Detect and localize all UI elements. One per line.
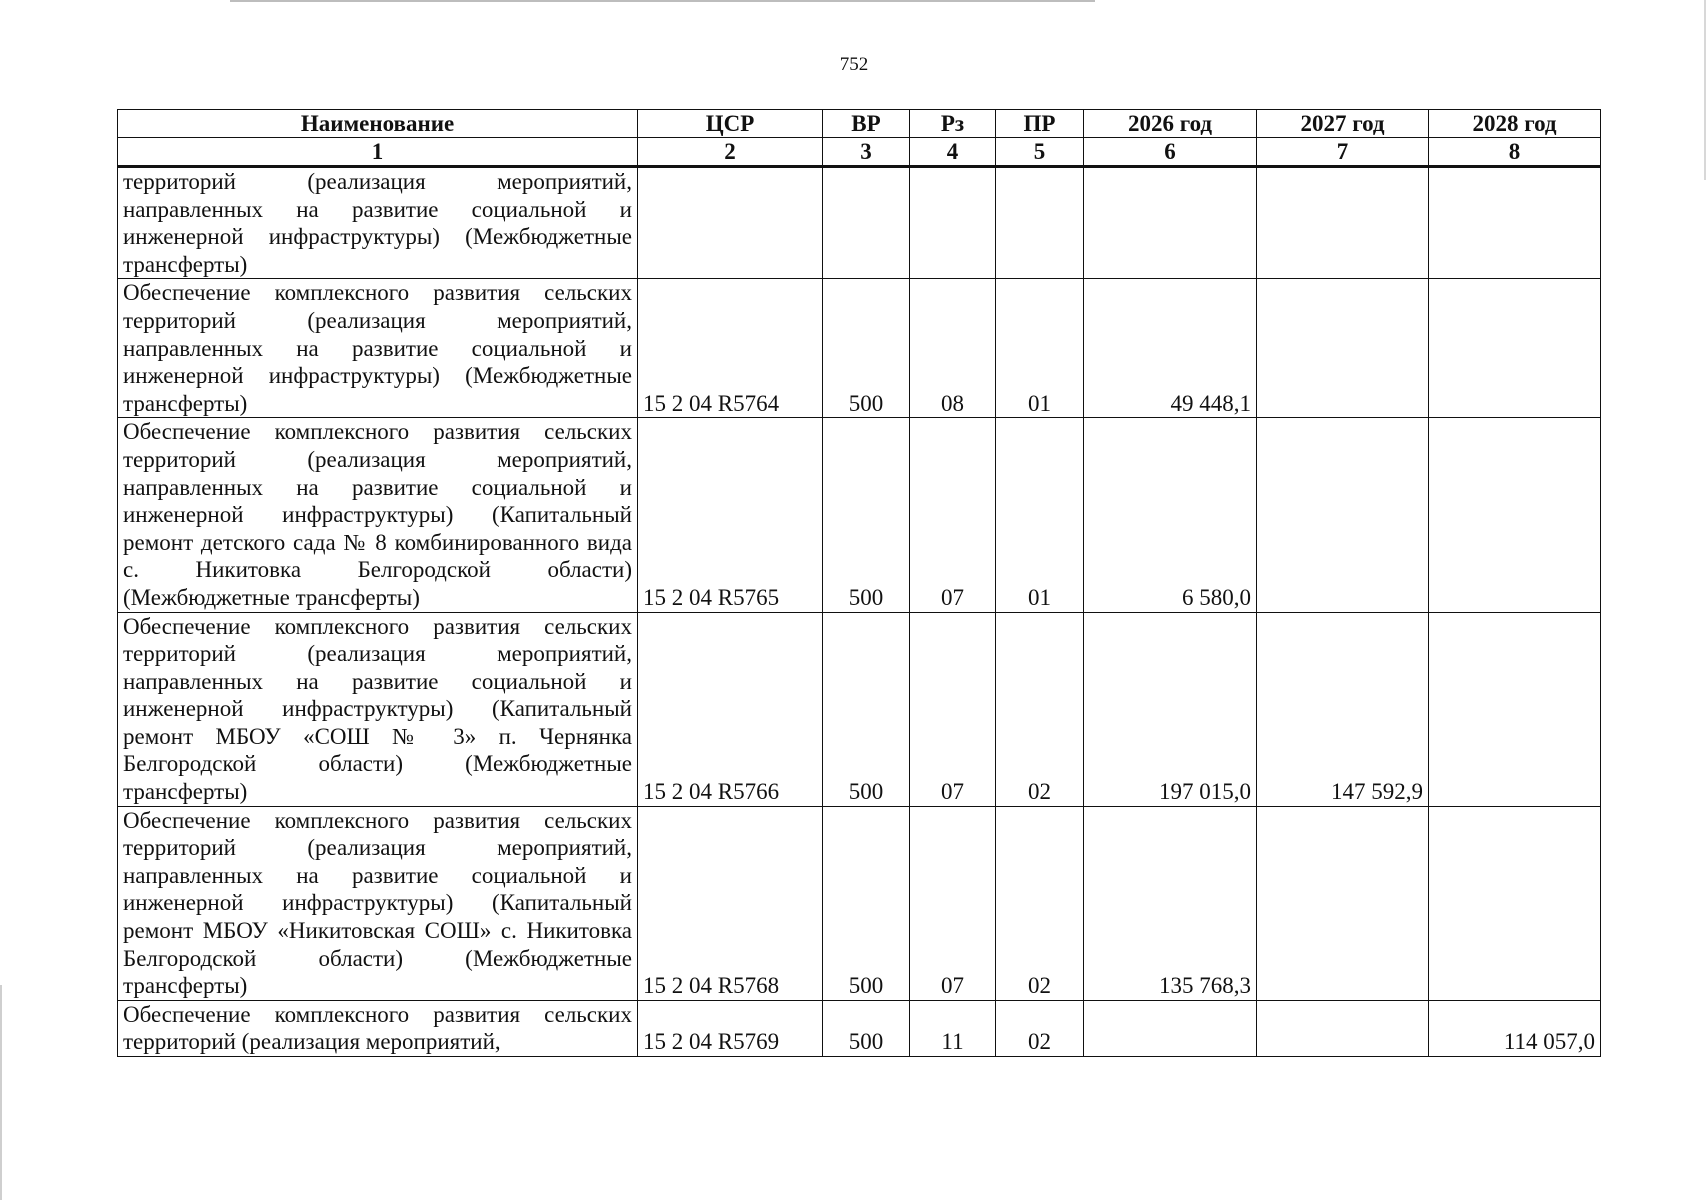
row-2027 bbox=[1257, 806, 1429, 1000]
header-csr: ЦСР bbox=[638, 110, 823, 138]
row-vr bbox=[823, 167, 910, 279]
row-2026: 197 015,0 bbox=[1084, 612, 1257, 806]
row-csr: 15 2 04 R5766 bbox=[638, 612, 823, 806]
scan-edge-left bbox=[0, 985, 2, 1200]
row-vr: 500 bbox=[823, 1000, 910, 1056]
row-pr bbox=[996, 167, 1084, 279]
table-row bbox=[118, 167, 1601, 279]
row-2027: 147 592,9 bbox=[1257, 612, 1429, 806]
row-name: Обеспечение комплексного развития сельских территорий (реализация мероприятий, направленных на развитие социальной и инженерной инфраструктуры) (Капитальный ремонт детского сада № 8 комбинированного вида с. Никитовка Белгородской области) (Межбюджетные трансферты) bbox=[118, 418, 638, 612]
header-pr: ПР bbox=[996, 110, 1084, 138]
column-number: 8 bbox=[1429, 138, 1601, 167]
row-pr: 02 bbox=[996, 806, 1084, 1000]
row-vr: 500 bbox=[823, 418, 910, 612]
row-rz: 07 bbox=[910, 612, 996, 806]
row-2027 bbox=[1257, 1000, 1429, 1056]
row-rz bbox=[910, 167, 996, 279]
row-pr: 01 bbox=[996, 279, 1084, 418]
column-number: 7 bbox=[1257, 138, 1429, 167]
row-csr: 15 2 04 R5769 bbox=[638, 1000, 823, 1056]
row-2028 bbox=[1429, 279, 1601, 418]
row-pr: 01 bbox=[996, 418, 1084, 612]
row-pr: 02 bbox=[996, 612, 1084, 806]
table-row bbox=[118, 612, 1601, 806]
row-pr: 02 bbox=[996, 1000, 1084, 1056]
header-name: Наименование bbox=[118, 110, 638, 138]
table-header-row bbox=[118, 110, 1601, 138]
row-2026 bbox=[1084, 167, 1257, 279]
row-csr: 15 2 04 R5765 bbox=[638, 418, 823, 612]
column-number: 5 bbox=[996, 138, 1084, 167]
column-number-row bbox=[118, 138, 1601, 167]
table-row bbox=[118, 1000, 1601, 1056]
header-2027: 2027 год bbox=[1257, 110, 1429, 138]
row-vr: 500 bbox=[823, 806, 910, 1000]
column-number: 1 bbox=[118, 138, 638, 167]
row-csr: 15 2 04 R5764 bbox=[638, 279, 823, 418]
table-row bbox=[118, 279, 1601, 418]
row-2027 bbox=[1257, 167, 1429, 279]
row-2028: 114 057,0 bbox=[1429, 1000, 1601, 1056]
column-number: 4 bbox=[910, 138, 996, 167]
row-rz: 11 bbox=[910, 1000, 996, 1056]
row-name: Обеспечение комплексного развития сельских территорий (реализация мероприятий, направленных на развитие социальной и инженерной инфраструктуры) (Капитальный ремонт МБОУ «СОШ № 3» п. Чернянка Белгородской области) (Межбюджетные трансферты) bbox=[118, 612, 638, 806]
table-row bbox=[118, 806, 1601, 1000]
row-vr: 500 bbox=[823, 279, 910, 418]
header-vr: ВР bbox=[823, 110, 910, 138]
page-number: 752 bbox=[839, 54, 869, 75]
row-2026: 6 580,0 bbox=[1084, 418, 1257, 612]
budget-table bbox=[117, 109, 1601, 1057]
row-2028 bbox=[1429, 612, 1601, 806]
row-vr: 500 bbox=[823, 612, 910, 806]
row-name: Обеспечение комплексного развития сельских территорий (реализация мероприятий, направленных на развитие социальной и инженерной инфраструктуры) (Капитальный ремонт МБОУ «Никитовская СОШ» с. Никитовка Белгородской области) (Межбюджетные трансферты) bbox=[118, 806, 638, 1000]
row-rz: 08 bbox=[910, 279, 996, 418]
header-2026: 2026 год bbox=[1084, 110, 1257, 138]
header-rz: Рз bbox=[910, 110, 996, 138]
column-number: 6 bbox=[1084, 138, 1257, 167]
row-2026 bbox=[1084, 1000, 1257, 1056]
row-2027 bbox=[1257, 279, 1429, 418]
table-row bbox=[118, 418, 1601, 612]
row-name: территорий (реализация мероприятий, направленных на развитие социальной и инженерной инфраструктуры) (Межбюджетные трансферты) bbox=[118, 167, 638, 279]
row-2026: 135 768,3 bbox=[1084, 806, 1257, 1000]
header-2028: 2028 год bbox=[1429, 110, 1601, 138]
row-rz: 07 bbox=[910, 806, 996, 1000]
row-2028 bbox=[1429, 418, 1601, 612]
row-csr: 15 2 04 R5768 bbox=[638, 806, 823, 1000]
row-2028 bbox=[1429, 167, 1601, 279]
row-2028 bbox=[1429, 806, 1601, 1000]
row-name: Обеспечение комплексного развития сельских территорий (реализация мероприятий, bbox=[118, 1000, 638, 1056]
row-2026: 49 448,1 bbox=[1084, 279, 1257, 418]
row-2027 bbox=[1257, 418, 1429, 612]
column-number: 3 bbox=[823, 138, 910, 167]
scan-edge-right bbox=[1704, 0, 1706, 180]
scan-edge-line bbox=[230, 0, 1095, 2]
column-number: 2 bbox=[638, 138, 823, 167]
row-csr bbox=[638, 167, 823, 279]
row-rz: 07 bbox=[910, 418, 996, 612]
row-name: Обеспечение комплексного развития сельских территорий (реализация мероприятий, направленных на развитие социальной и инженерной инфраструктуры) (Межбюджетные трансферты) bbox=[118, 279, 638, 418]
